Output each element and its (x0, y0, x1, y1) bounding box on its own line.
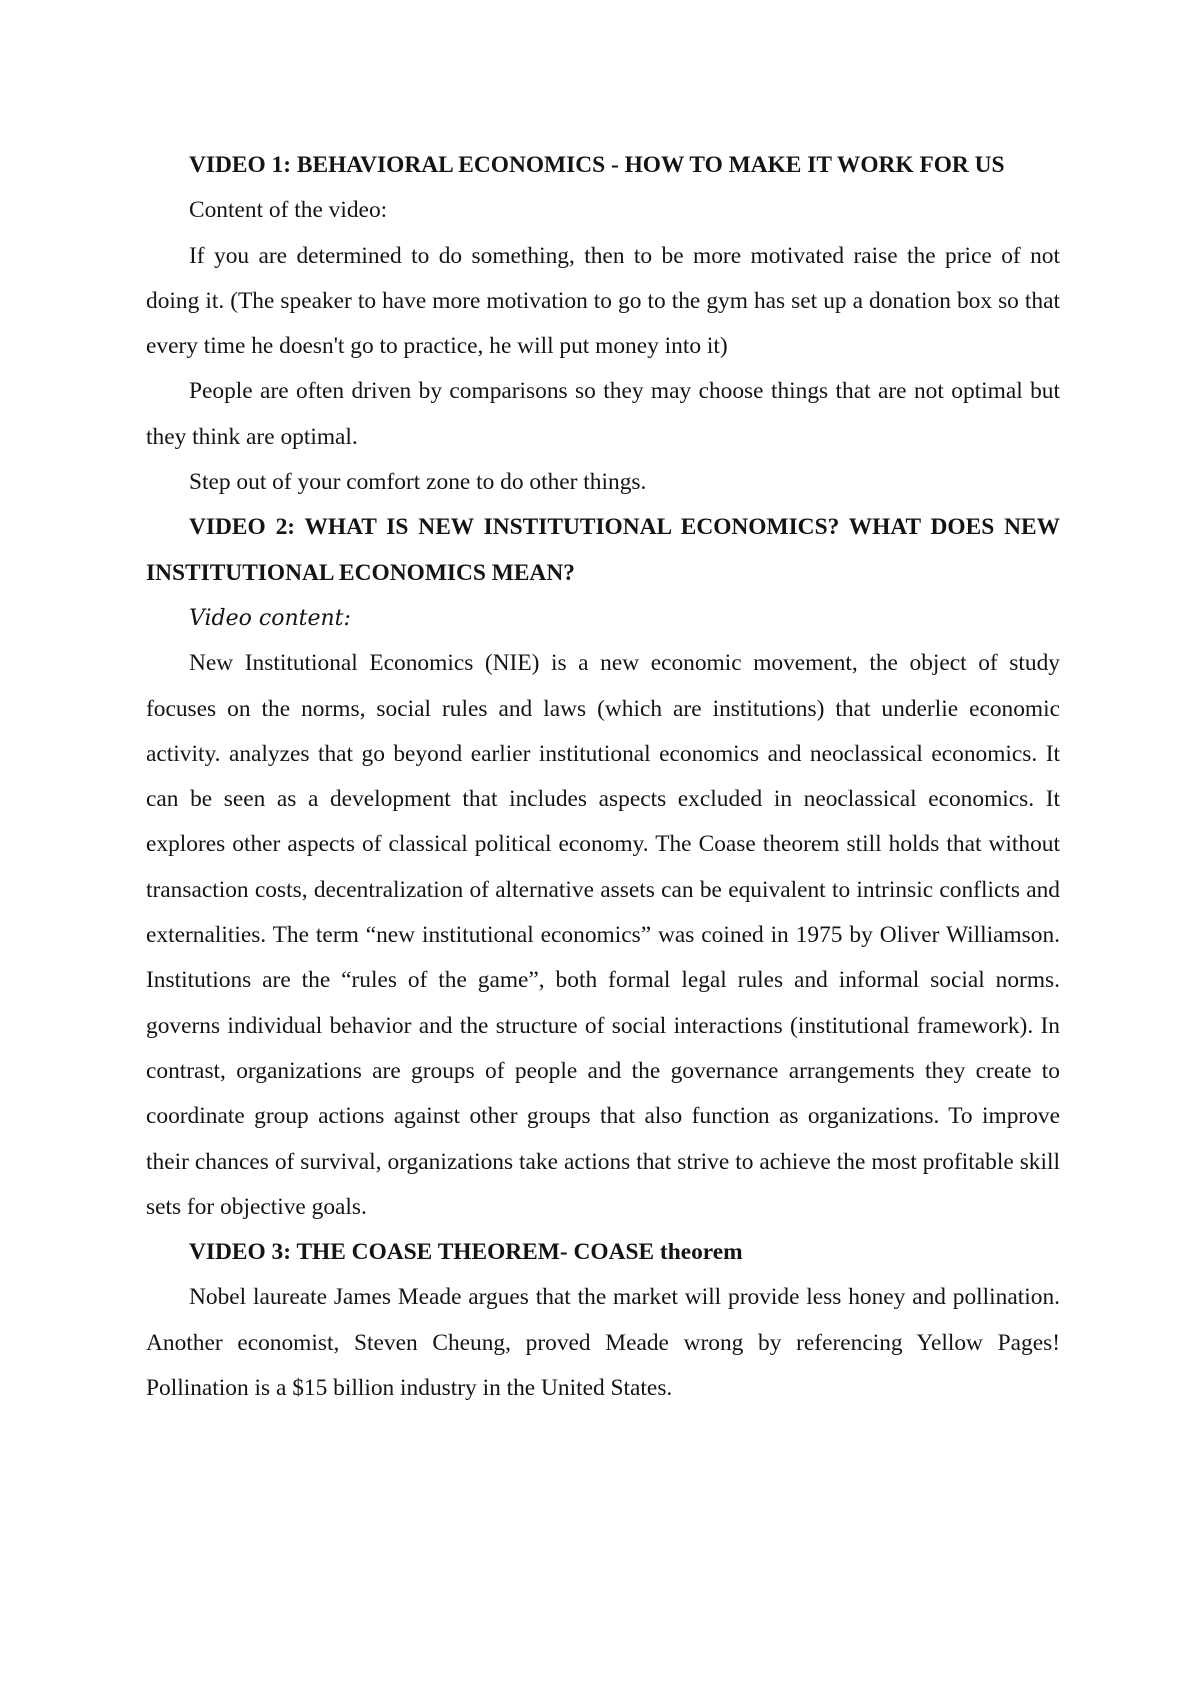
section-3-heading: VIDEO 3: THE COASE THEOREM- COASE theorem (189, 1239, 743, 1266)
section-2-paragraph-1: New Institutional Economics (NIE) is a new economic movement, the object of study focuses on the norms, social rules and laws (which are institutions) that underlie economic activity. analyzes that go beyond earlier institutional economics and neoclassical economics. It can be seen as a development that includes aspects excluded in neoclassical economics. It explores other aspects of classical political economy. The Coase theorem still holds that without transaction costs, decentralization of alternative assets can be equivalent to intrinsic conflicts and externalities. The term “new institutional economics” was coined in 1975 by Oliver Williamson. Institutions are the “rules of the game”, both formal legal rules and informal social norms. governs individual behavior and the structure of social interactions (institutional framework). In contrast, organizations are groups of people and the governance arrangements they create to coordinate group actions against other groups that also function as organizations. To improve their chances of survival, organizations take actions that strive to achieve the most profitable skill sets for objective goals. (146, 650, 1060, 1220)
section-1-paragraph-2: People are often driven by comparisons so they may choose things that are not optimal but they think are optimal. (146, 378, 1060, 450)
section-1-heading: VIDEO 1: BEHAVIORAL ECONOMICS - HOW TO MAKE IT WORK FOR US (189, 152, 1005, 178)
section-1-paragraph-1: If you are determined to do something, then to be more motivated raise the price of not doing it. (The speaker to have more motivation to go to the gym has set up a donation box so that every time he doesn't go to practice, he will put money into it) (146, 242, 1060, 360)
section-2-heading: VIDEO 2: WHAT IS NEW INSTITUTIONAL ECONOMICS? WHAT DOES NEW INSTITUTIONAL ECONOMICS MEAN? (146, 514, 1060, 586)
section-1-paragraph-3: Step out of your comfort zone to do other things. (189, 469, 647, 496)
section-3-paragraph-1: Nobel laureate James Meade argues that the market will provide less honey and pollination. Another economist, Steven Cheung, proved Meade wrong by referencing Yellow Pages! Pollination is a $15 billion industry in the United States. (146, 1284, 1060, 1402)
document-page (146, 143, 1060, 1411)
section-1-label: Content of the video: (189, 197, 388, 224)
section-2-label: Video content: (189, 605, 351, 631)
